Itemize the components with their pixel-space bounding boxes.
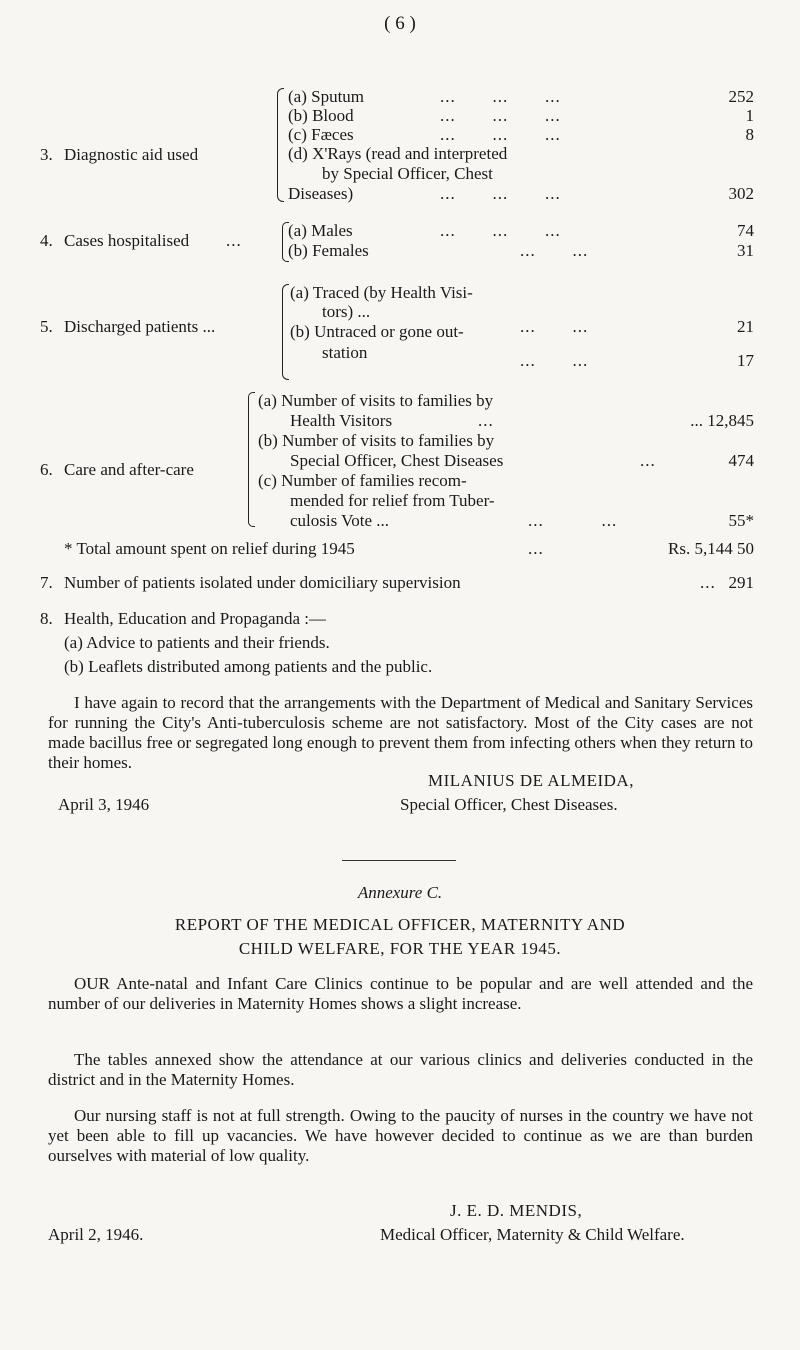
relief-footnote: * Total amount spent on relief during 1945 [64,539,355,558]
item-6-label: Care and after-care [64,460,194,479]
item-5-number: 5. [40,317,53,336]
leader-dots: ... [226,231,242,250]
item-5-a-line2: tors) ... [322,302,371,321]
section-divider [342,860,456,861]
item-6-number: 6. [40,460,53,479]
item-6-b-line1: (b) Number of visits to families by [258,431,495,450]
item-5-label: Discharged patients ... [64,317,216,336]
leader-dots: ... ... ... [440,106,561,125]
signature-1-date: April 3, 1946 [58,795,150,814]
relief-amount: Rs. 5,144 50 [668,539,754,558]
signature-2-name: J. E. D. MENDIS, [450,1201,583,1220]
report-title-line2: CHILD WELFARE, FOR THE YEAR 1945. [238,939,562,958]
item-3-b-label: (b) Blood [288,106,354,125]
item-4-a-value: 74 [737,221,754,240]
signature-2-date: April 2, 1946. [48,1225,144,1244]
item-3-number: 3. [40,145,53,164]
signature-1-title: Special Officer, Chest Diseases. [400,795,618,814]
item-6-brace [248,392,255,527]
leader-dots: ... ... [528,511,618,530]
item-6-a-line1: (a) Number of visits to families by [258,391,494,410]
leader-dots: ... ... ... [440,87,561,106]
item-7-value: 291 [728,573,754,592]
item-5-b-line2: station [322,343,368,362]
item-3-d-line3: Diseases) [288,184,354,203]
item-3-a-value: 252 [728,87,754,106]
leader-dots: ... [478,411,494,430]
item-5-a-value: 21 [737,317,754,336]
item-3-label: Diagnostic aid used [64,145,199,164]
item-5-b-value: 17 [737,351,754,370]
item-6-c-line1: (c) Number of families recom- [258,471,467,490]
report-title-line1: REPORT OF THE MEDICAL OFFICER, MATERNITY AND [174,915,626,934]
body-paragraph-2: The tables annexed show the attendance at our various clinics and deliveries conducted in the district and in the Maternity Homes. [48,1050,753,1089]
item-4-a-label: (a) Males [288,221,353,240]
item-6-c-value: 55* [728,511,754,530]
item-6-c-line3: culosis Vote ... [290,511,390,530]
signature-2-title: Medical Officer, Maternity & Child Welfare. [380,1225,685,1244]
page-number: ( 6 ) [384,13,416,34]
leader-dots: ... ... [520,317,589,336]
item-7-label: Number of patients isolated under domiciliary supervision [64,573,461,592]
item-8-label: Health, Education and Propaganda :— [64,609,327,628]
body-paragraph-1: OUR Ante-natal and Infant Care Clinics continue to be popular and are well attended and the number of our deliveries in Maternity Homes shows a slight increase. [48,974,753,1013]
chest-paragraph: I have again to record that the arrangements with the Department of Medical and Sanitary Services for running the City's Anti-tuberculosis scheme are not satisfactory. Most of the City cases are not made bacillus free or segregated long enough to prevent them from infecting others when they return to their homes. [48,693,753,772]
item-4-label: Cases hospitalised [64,231,190,250]
leader-dots: ... ... [520,351,589,370]
leader-dots: ... ... ... [440,221,561,240]
item-3-d-line1: (d) X'Rays (read and interpreted [288,144,508,163]
item-6-a-line2: Health Visitors [290,411,393,430]
leader-dots: ... ... ... [440,125,561,144]
item-6-b-value: 474 [728,451,754,470]
item-3-c-value: 8 [745,125,754,144]
leader-dots: ... [640,451,656,470]
item-5-brace [282,284,289,380]
item-3-brace [277,88,284,202]
item-5-a-line1: (a) Traced (by Health Visi- [290,283,473,302]
leader-dots: ... [700,573,716,592]
item-5-b-line1: (b) Untraced or gone out- [290,322,464,341]
item-3-d-line2: by Special Officer, Chest [322,164,493,183]
leader-dots: ... [528,539,544,558]
item-3-c-label: (c) Fæces [288,125,354,144]
item-3-a-label: (a) Sputum [288,87,365,106]
item-3-d-value: 302 [728,184,754,203]
item-6-b-line2: Special Officer, Chest Diseases [290,451,504,470]
item-8-a: (a) Advice to patients and their friends. [64,633,330,652]
item-4-b-label: (b) Females [288,241,369,260]
item-4-b-value: 31 [737,241,754,260]
item-6-c-line2: mended for relief from Tuber- [290,491,495,510]
item-8-number: 8. [40,609,53,628]
leader-dots: ... ... ... [440,184,561,203]
annexure-heading: Annexure C. [357,883,443,902]
item-4-number: 4. [40,231,53,250]
leader-dots: ... ... [520,241,589,260]
item-8-b: (b) Leaflets distributed among patients and the public. [64,657,433,676]
item-3-b-value: 1 [745,106,754,125]
item-7-number: 7. [40,573,53,592]
body-paragraph-3: Our nursing staff is not at full strength. Owing to the paucity of nurses in the country we have not yet been able to fill up vacancies. We have however decided to continue as we are than burden ourselves with material of low quality. [48,1106,753,1165]
item-6-a-value: ... 12,845 [690,411,754,430]
signature-1-name: MILANIUS DE ALMEIDA, [428,771,634,790]
